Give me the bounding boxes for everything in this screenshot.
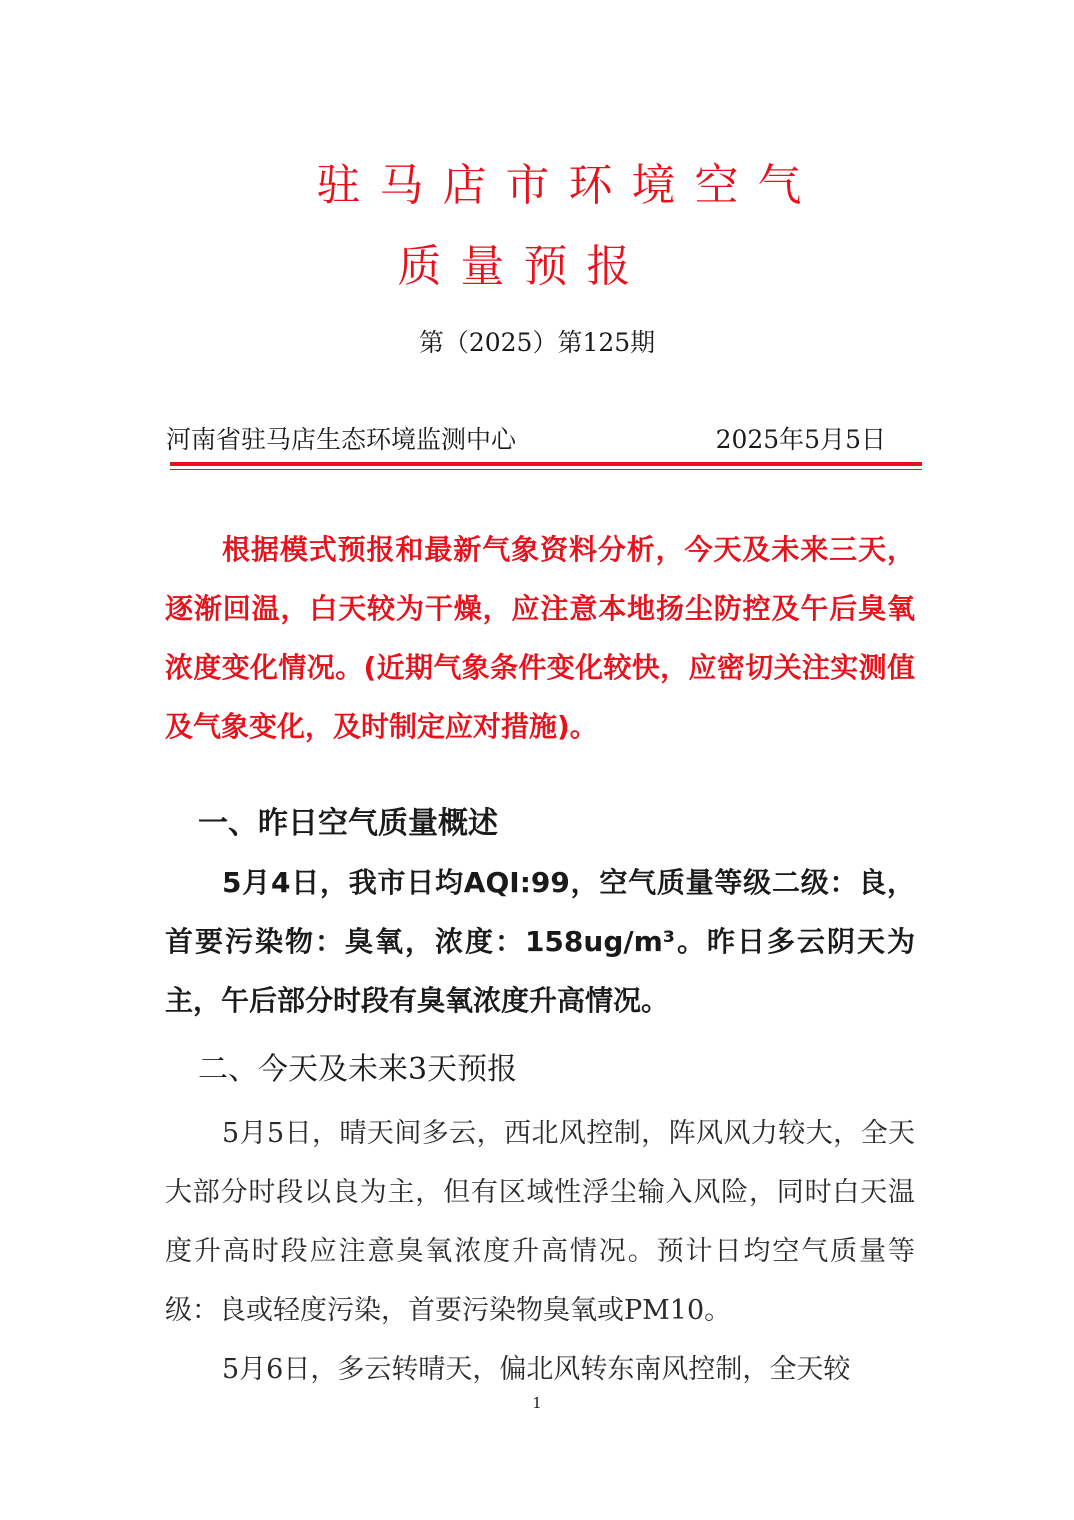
document-title-line1: 驻马店市环境空气 (316, 160, 821, 211)
issue-number: 第（2025）第125期 (418, 328, 656, 357)
issuer-date-line (166, 427, 886, 452)
yesterday-overview-paragraph: 5月4日，我市日均AQI:99，空气质量等级二级：良，首要污染物：臭氧，浓度：158ug/m³。昨日多云阴天为主，午后部分时段有臭氧浓度升高情况。 (165, 866, 915, 1017)
issue-date: 2025年5月5日 (715, 425, 886, 454)
document-title-line2: 质量预报 (397, 241, 650, 292)
forecast-day2-paragraph: 5月6日，多云转晴天，偏北风转东南风控制，全天较 (222, 1354, 851, 1385)
page-number: 1 (532, 1394, 542, 1412)
header-divider-thin (170, 469, 922, 470)
forecast-day1-paragraph: 5月5日，晴天间多云，西北风控制，阵风风力较大，全天大部分时段以良为主，但有区域性浮尘输入风险，同时白天温度升高时段应注意臭氧浓度升高情况。预计日均空气质量等级：良或轻度污染，首要污染物臭氧或PM10。 (165, 1118, 915, 1326)
section-heading-yesterday: 一、昨日空气质量概述 (198, 806, 498, 841)
summary-paragraph: 根据模式预报和最新气象资料分析，今天及未来三天，逐渐回温，白天较为干燥，应注意本地扬尘防控及午后臭氧浓度变化情况。(近期气象条件变化较快，应密切关注实测值及气象变化，及时制定应对措施)。 (165, 533, 915, 743)
issuer-name: 河南省驻马店生态环境监测中心 (166, 425, 517, 454)
header-divider-thick (170, 462, 922, 466)
section-heading-forecast: 二、今天及未来3天预报 (198, 1052, 518, 1087)
